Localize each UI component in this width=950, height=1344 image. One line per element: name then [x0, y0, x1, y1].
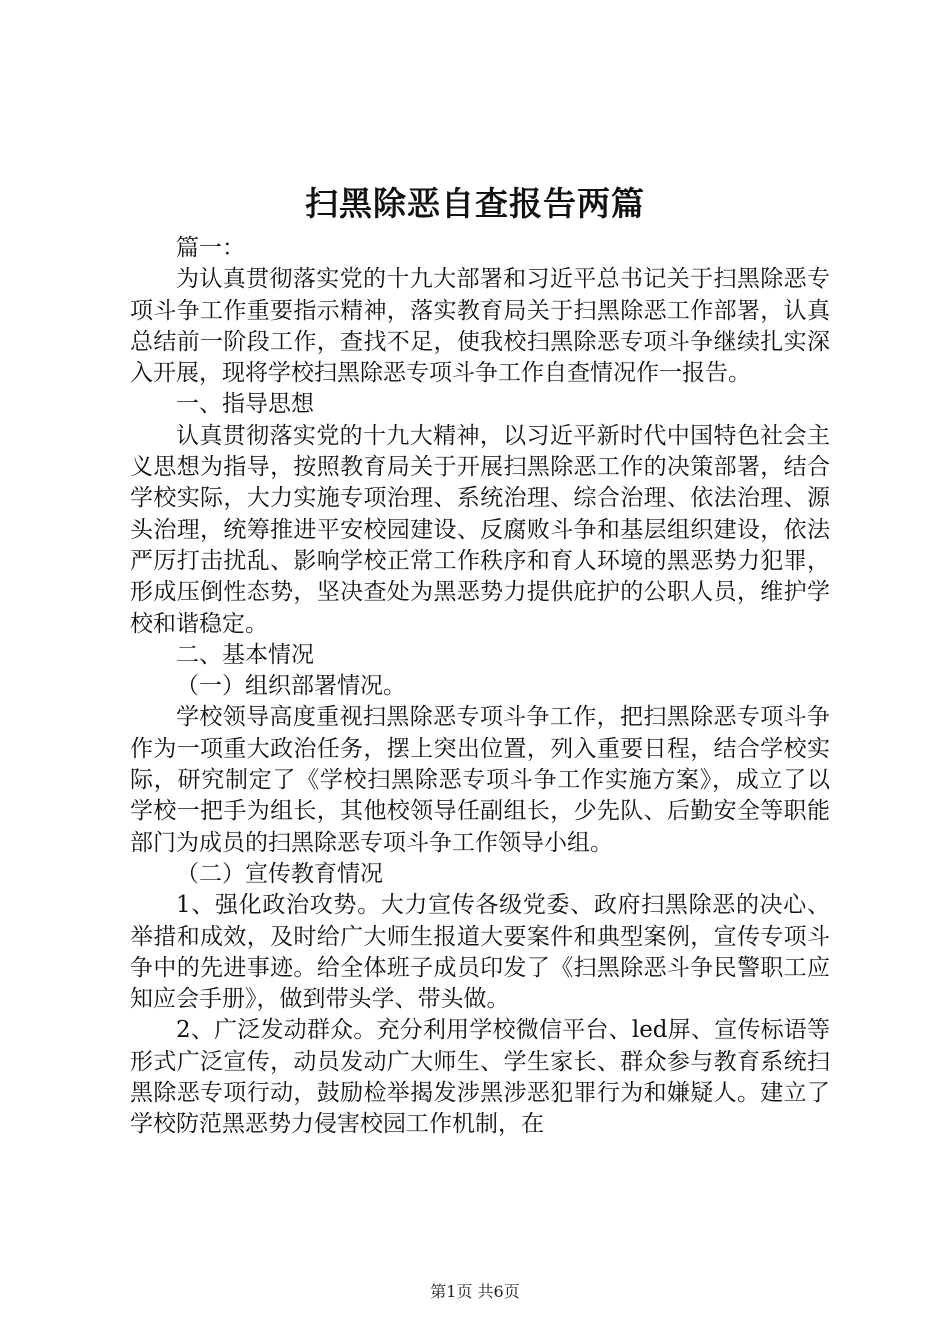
- paragraph-publicity-2: 2、广泛发动群众。充分利用学校微信平台、led屏、宣传标语等形式广泛宣传，动员发动广大师生、学生家长、群众参与教育系统扫黑除恶专项行动，鼓励检举揭发涉黑涉恶犯罪行为和嫌疑人。建立了学校防范黑恶势力侵害校园工作机制，在: [130, 1017, 830, 1138]
- paragraph-intro: 为认真贯彻落实党的十九大部署和习近平总书记关于扫黑除恶专项斗争工作重要指示精神，落实教育局关于扫黑除恶工作部署，认真总结前一阶段工作，查找不足，使我校扫黑除恶专项斗争继续扎实深入开展，现将学校扫黑除恶专项斗争工作自查情况作一报告。: [130, 266, 830, 387]
- heading-basic-situation: 二、基本情况: [176, 641, 314, 668]
- document-title: 扫黑除恶自查报告两篇: [305, 184, 645, 223]
- subheading-publicity: （二）宣传教育情况: [176, 860, 383, 887]
- document-body: [130, 233, 830, 1141]
- subheading-organization: （一）组织部署情况。: [176, 673, 406, 700]
- paragraph-guiding-ideology: 认真贯彻落实党的十九大精神，以习近平新时代中国特色社会主义思想为指导，按照教育局关于开展扫黑除恶工作的决策部署，结合学校实际，大力实施专项治理、系统治理、综合治理、依法治理、源头治理，统筹推进平安校园建设、反腐败斗争和基层组织建设，依法严厉打击扰乱、影响学校正常工作秩序和育人环境的黑恶势力犯罪，形成压倒性态势，坚决查处为黑恶势力提供庇护的公职人员，维护学校和谐稳定。: [130, 422, 830, 637]
- paragraph-organization: 学校领导高度重视扫黑除恶专项斗争工作，把扫黑除恶专项斗争作为一项重大政治任务，摆上突出位置，列入重要日程，结合学校实际，研究制定了《学校扫黑除恶专项斗争工作实施方案》，成立了以学校一把手为组长，其他校领导任副组长，少先队、后勤安全等职能部门为成员的扫黑除恶专项斗争工作领导小组。: [130, 704, 830, 856]
- paragraph-section-label: 篇一：: [176, 235, 245, 261]
- heading-guiding-ideology: 一、指导思想: [176, 391, 314, 418]
- page-number-footer: 第1页 共6页: [430, 1282, 520, 1301]
- paragraph-publicity-1: 1、强化政治攻势。大力宣传各级党委、政府扫黑除恶的决心、举措和成效，及时给广大师生报道大要案件和典型案例，宣传专项斗争中的先进事迹。给全体班子成员印发了《扫黑除恶斗争民警职工应知应会手册》，做到带头学、带头做。: [130, 892, 830, 1013]
